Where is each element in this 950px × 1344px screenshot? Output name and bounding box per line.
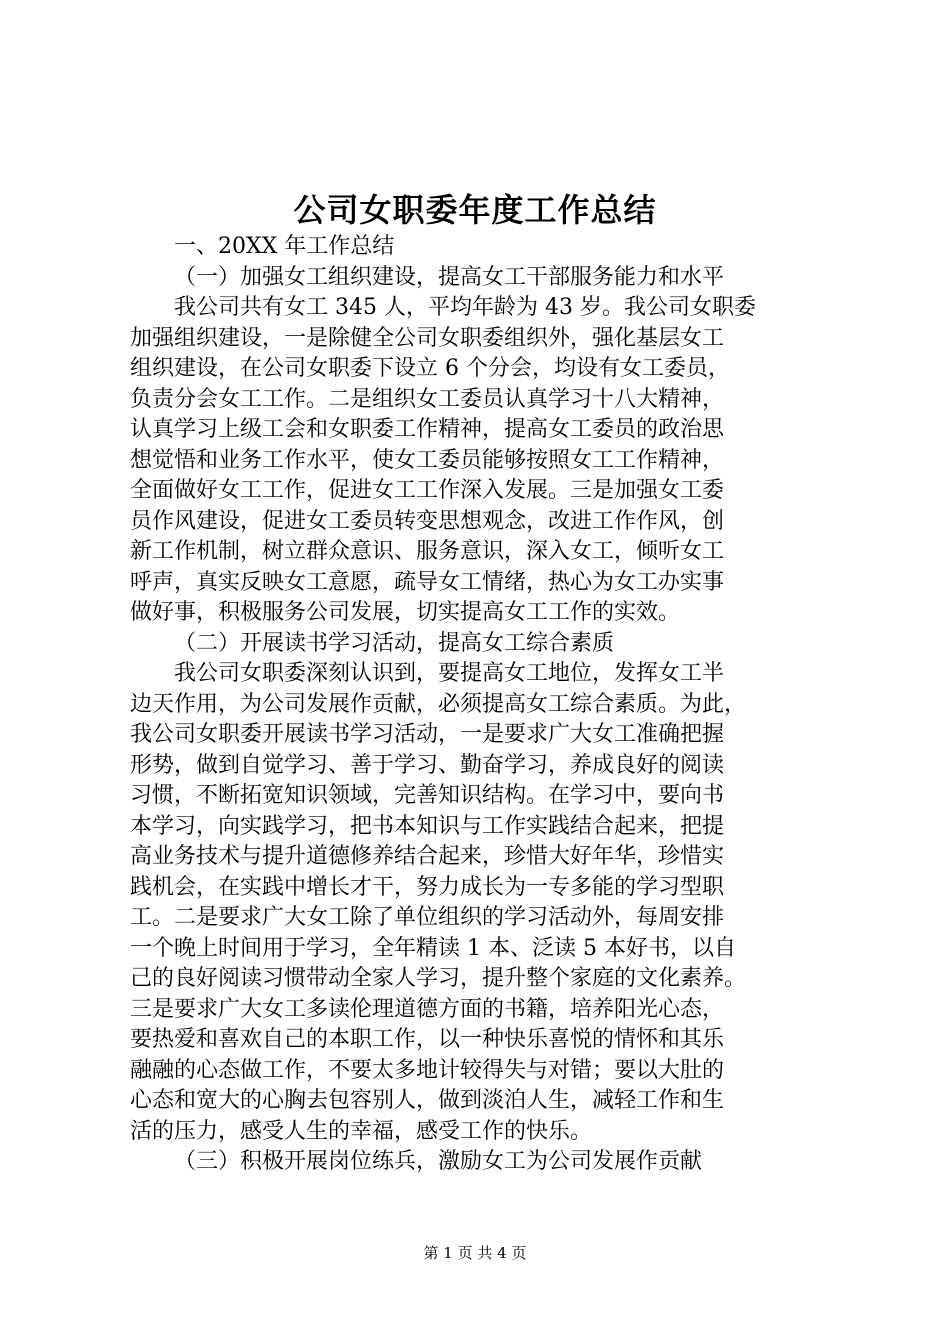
paragraph-line: 一个晚上时间用于学习，全年精读 1 本、泛读 5 本好书，以自 — [130, 935, 736, 961]
page-number-footer: 第 1 页 共 4 页 — [423, 1244, 527, 1262]
paragraph-line: 践机会，在实践中增长才干，努力成长为一专多能的学习型职 — [130, 874, 725, 900]
paragraph-line: 工。二是要求广大女工除了单位组织的学习活动外，每周安排 — [130, 905, 725, 930]
paragraph-line: 三是要求广大女工多读伦理道德方面的书籍，培养阳光心态， — [130, 996, 725, 1022]
paragraph-line: 做好事，积极服务公司发展，切实提高女工工作的实效。 — [130, 600, 681, 625]
section-heading: 一、20XX 年工作总结 — [174, 234, 395, 259]
paragraph-line: 新工作机制，树立群众意识、服务意识，深入女工，倾听女工 — [130, 539, 725, 564]
paragraph-line: 全面做好女工工作，促进女工工作深入发展。三是加强女工委 — [130, 478, 725, 503]
paragraph-line: 我公司女职委深刻认识到，要提高女工地位，发挥女工半 — [174, 661, 725, 686]
subsection-heading: （三）积极开展岗位练兵，激励女工为公司发展作贡献 — [174, 1149, 703, 1174]
paragraph-line: 边天作用，为公司发展作贡献，必须提高女工综合素质。为此， — [130, 691, 747, 717]
paragraph-line: 形势，做到自觉学习、善于学习、勤奋学习，养成良好的阅读 — [130, 752, 725, 778]
paragraph-line: 心态和宽大的心胸去包容别人，做到淡泊人生，减轻工作和生 — [130, 1088, 725, 1113]
paragraph-line: 本学习，向实践学习，把书本知识与工作实践结合起来，把提 — [130, 813, 725, 839]
paragraph-line: 高业务技术与提升道德修养结合起来，珍惜大好年华，珍惜实 — [130, 844, 725, 869]
subsection-heading: （二）开展读书学习活动，提高女工综合素质 — [174, 630, 615, 656]
paragraph-line: 加强组织建设，一是除健全公司女职委组织外，强化基层女工 — [130, 325, 725, 351]
paragraph-line: 己的良好阅读习惯带动全家人学习，提升整个家庭的文化素养。 — [130, 966, 747, 991]
subsection-heading: （一）加强女工组织建设，提高女工干部服务能力和水平 — [174, 264, 725, 290]
paragraph-line: 员作风建设，促进女工委员转变思想观念，改进工作作风，创 — [130, 508, 725, 534]
paragraph-line: 呼声，真实反映女工意愿，疏导女工情绪，热心为女工办实事 — [130, 569, 725, 595]
paragraph-line: 想觉悟和业务工作水平，使女工委员能够按照女工工作精神， — [130, 447, 725, 473]
paragraph-line: 我公司女职委开展读书学习活动，一是要求广大女工准确把握 — [130, 722, 725, 747]
paragraph-line: 融融的心态做工作，不要太多地计较得失与对错；要以大肚的 — [130, 1057, 725, 1083]
paragraph-line: 负责分会女工工作。二是组织女工委员认真学习十八大精神， — [130, 386, 725, 412]
paragraph-line: 认真学习上级工会和女职委工作精神，提高女工委员的政治思 — [130, 417, 725, 442]
paragraph-line: 我公司共有女工 345 人，平均年龄为 43 岁。我公司女职委 — [174, 295, 756, 320]
paragraph-line: 要热爱和喜欢自己的本职工作，以一种快乐喜悦的情怀和其乐 — [130, 1027, 725, 1052]
document-title: 公司女职委年度工作总结 — [293, 191, 657, 229]
paragraph-line: 习惯，不断拓宽知识领域，完善知识结构。在学习中，要向书 — [130, 783, 725, 808]
paragraph-line: 组织建设，在公司女职委下设立 6 个分会，均设有女工委员， — [130, 356, 730, 381]
document-body — [130, 232, 830, 1178]
paragraph-line: 活的压力，感受人生的幸福，感受工作的快乐。 — [130, 1118, 593, 1144]
